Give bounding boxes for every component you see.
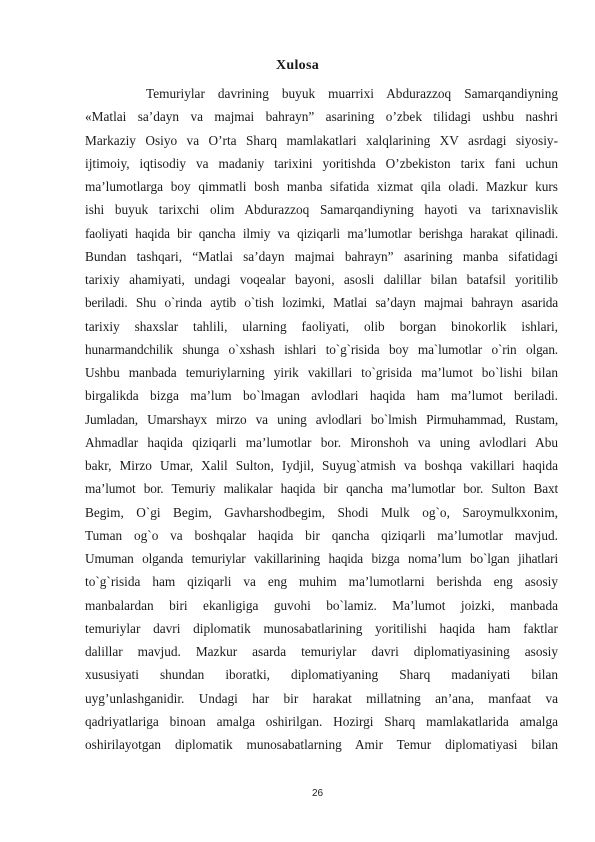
text-line: temuriylar davri diplomatik munosabatlarining yoritilishi haqida ham faktlar <box>85 620 558 636</box>
text-line: ma’lumotlarga boy qimmatli bosh manba sifatida xizmat qila oladi. Mazkur kurs <box>85 179 558 194</box>
page-number: 26 <box>311 788 324 799</box>
text-line: Temuriylar davrining buyuk muarrixi Abdurazzoq Samarqandiyning <box>146 86 558 101</box>
text-line: ijtimoiy, iqtisodiy va madaniy tarixini yoritishda O’zbekiston tarix fani uchun <box>85 155 558 171</box>
text-line: faoliyati haqida bir qancha ilmiy va qiziqarli ma’lumotlar berishga harakat qilinadi. <box>85 225 558 241</box>
text-line: «Matlai sa’dayn va majmai bahrayn” asarining o’zbek tilidagi ushbu nashri <box>85 109 558 125</box>
text-line: Jumladan, Umarshayx mirzo va uning avlodlari bo`lmish Pirmuhammad, Rustam, <box>85 411 558 427</box>
body-paragraph <box>85 82 558 756</box>
text-line: Ushbu manbada temuriylarning yirik vakillari to`grisida ma’lumot bo`lishi bilan <box>85 365 558 380</box>
text-line: to`g`risida ham qiziqarli va eng muhim ma’lumotlarni berishda eng asosiy <box>85 574 558 590</box>
text-line: Tuman og`o va boshqalar haqida bir qancha qiziqarli ma’lumotlar mavjud. <box>85 527 558 543</box>
text-line: Markaziy Osiyo va O’rta Sharq mamlakatlari xalqlarining XV asrdagi siyosiy- <box>85 132 558 148</box>
text-line: Ahmadlar haqida qiziqarli ma’lumotlar bor. Mironshoh va uning avlodlari Abu <box>85 434 558 450</box>
text-line: Umuman olganda temuriylar vakillarining haqida bizga noma’lum bo`lgan jihatlari <box>85 551 558 566</box>
text-line: qadriyatlariga binoan amalga oshirilgan. Hozirgi Sharq mamlakatlarida amalga <box>85 713 558 729</box>
text-line: uyg’unlashganidir. Undagi har bir harakat millatning an’ana, manfaat va <box>85 690 558 706</box>
text-line: Bundan tashqari, “Matlai sa’dayn majmai bahrayn” asarining manba sifatidagi <box>85 248 558 264</box>
text-line: tarixiy shaxslar tahlili, ularning faoliyati, olib borgan binokorlik ishlari, <box>85 318 558 334</box>
text-line: ishi buyuk tarixchi olim Abdurazzoq Samarqandiyning hayoti va tarixnavislik <box>85 202 558 218</box>
text-line: tarixiy ahamiyati, undagi voqealar bayoni, asosli dalillar bilan batafsil yoritilib <box>85 272 558 287</box>
text-line: ma’lumot bor. Temuriy malikalar haqida bir qancha ma’lumotlar bor. Sulton Baxt <box>85 481 558 497</box>
text-line: birgalikda bizga ma’lum bo`lmagan avlodlari haqida ham ma’lumot beriladi. <box>85 388 558 404</box>
text-line: hunarmandchilik shunga o`xshash ishlari to`g`risida boy ma`lumotlar o`rin olgan. <box>85 341 558 357</box>
text-line: beriladi. Shu o`rinda aytib o`tish lozimki, Matlai sa’dayn majmai bahrayn asarida <box>85 295 558 311</box>
text-line: bakr, Mirzo Umar, Xalil Sulton, Iydjil, Suyug`atmish va boshqa vakillari haqida <box>85 458 558 473</box>
text-line: oshirilayotgan diplomatik munosabatlarning Amir Temur diplomatiyasi bilan <box>85 737 558 752</box>
text-line: Begim, O`gi Begim, Gavharshodbegim, Shodi Mulk og`o, Saroymulkxonim, <box>85 504 558 520</box>
document-heading: Xulosa <box>275 58 320 73</box>
text-line: dalillar mavjud. Mazkur asarda temuriylar davri diplomatiyasining asosiy <box>85 644 558 659</box>
text-line: xususiyati shundan iboratki, diplomatiyaning Sharq madaniyati bilan <box>85 667 558 683</box>
text-line: manbalardan biri ekanligiga guvohi bo`lamiz. Ma’lumot joizki, manbada <box>85 597 558 613</box>
